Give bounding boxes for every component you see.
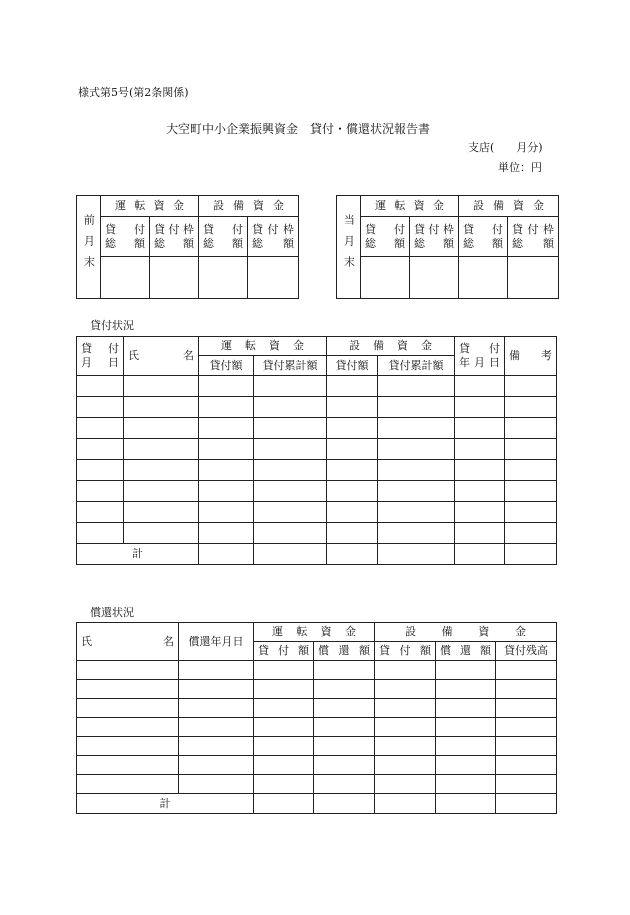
cell[interactable] [77,699,179,718]
amount-cell[interactable] [248,257,299,299]
cell[interactable] [505,502,557,523]
cell[interactable] [254,680,314,699]
loan-cumulative-header: 貸付累計額 [254,356,327,376]
cell[interactable] [375,737,436,756]
cell[interactable] [436,756,496,775]
cell[interactable] [496,794,557,814]
cell[interactable] [314,699,375,718]
cell[interactable] [254,523,327,544]
amount-cell[interactable] [459,257,508,299]
unit-label: 単位：円 [498,161,542,174]
cell[interactable] [77,523,124,544]
cell[interactable] [199,502,254,523]
cell[interactable] [254,481,327,502]
loan-total-header: 貸付 総額 [199,217,248,257]
cell[interactable] [436,680,496,699]
cell[interactable] [124,397,199,418]
cell[interactable] [496,756,557,775]
cell[interactable] [455,460,505,481]
cell[interactable] [77,718,179,737]
cell[interactable] [327,544,378,565]
table-row [77,397,557,418]
cell[interactable] [314,775,375,794]
equipment-fund-header: 設備資金 [459,196,559,217]
cell[interactable] [378,376,455,397]
summary-curr-month-table [336,195,559,299]
cell[interactable] [327,439,378,460]
table-row [77,737,557,756]
cell[interactable] [77,397,124,418]
cell[interactable] [314,680,375,699]
table-row [77,775,557,794]
total-row [77,544,557,565]
cell[interactable] [436,794,496,814]
cell[interactable] [254,544,327,565]
cell[interactable] [327,376,378,397]
table-row [77,756,557,775]
amount-cell[interactable] [410,257,459,299]
cell[interactable] [77,661,179,680]
table-row [77,523,557,544]
cell[interactable] [199,523,254,544]
summary-prev-month-table [76,195,299,299]
cell[interactable] [124,481,199,502]
loan-cumulative-header: 貸付累計額 [378,356,455,376]
amount-cell[interactable] [508,257,559,299]
cell[interactable] [378,397,455,418]
table-row [77,502,557,523]
loan-total-header: 貸付 総額 [459,217,508,257]
cell[interactable] [254,439,327,460]
cell[interactable] [327,397,378,418]
cell[interactable] [77,502,124,523]
cell[interactable] [375,756,436,775]
loan-total-header: 貸付 総額 [101,217,150,257]
operating-fund-header: 運転資金 [101,196,199,217]
cell[interactable] [77,439,124,460]
cell[interactable] [436,661,496,680]
cell[interactable] [496,775,557,794]
loan-ymd-header: 貸付 年月日 [455,337,505,376]
repay-date-header: 償還年月日 [179,623,254,661]
loan-amount-header: 貸付額 [327,356,378,376]
curr-month-end-label: 当月末 [337,196,361,299]
cell[interactable] [327,502,378,523]
loan-total-header: 貸付 総額 [361,217,410,257]
cell[interactable] [124,439,199,460]
cell[interactable] [327,418,378,439]
cell[interactable] [378,481,455,502]
cell[interactable] [77,481,124,502]
repayments-table [76,622,557,814]
cell[interactable] [254,397,327,418]
cell[interactable] [436,699,496,718]
cell[interactable] [179,775,254,794]
table-row [77,439,557,460]
cell[interactable] [505,376,557,397]
cell[interactable] [455,544,505,565]
amount-cell[interactable] [101,257,150,299]
cell[interactable] [375,775,436,794]
cell[interactable] [124,376,199,397]
name-header: 氏名 [124,337,199,376]
cell[interactable] [327,523,378,544]
cell[interactable] [496,737,557,756]
cell[interactable] [314,794,375,814]
loan-amount-header: 貸付額 [254,642,314,661]
loan-limit-total-header: 貸付枠 総額 [150,217,199,257]
cell[interactable] [496,699,557,718]
cell[interactable] [327,481,378,502]
cell[interactable] [254,775,314,794]
repay-amount-header: 償還額 [436,642,496,661]
cell[interactable] [179,756,254,775]
table-row [77,418,557,439]
table-row [77,718,557,737]
table-row [77,376,557,397]
table-row [77,680,557,699]
cell[interactable] [505,460,557,481]
cell[interactable] [375,661,436,680]
cell[interactable] [505,523,557,544]
cell[interactable] [314,737,375,756]
cell[interactable] [124,418,199,439]
cell[interactable] [375,718,436,737]
cell[interactable] [505,397,557,418]
cell[interactable] [505,481,557,502]
cell[interactable] [378,502,455,523]
cell[interactable] [378,544,455,565]
cell[interactable] [436,737,496,756]
cell[interactable] [199,481,254,502]
cell[interactable] [77,460,124,481]
cell[interactable] [378,460,455,481]
amount-cell[interactable] [361,257,410,299]
loan-balance-header: 貸付残高 [496,642,557,661]
repayments-section-title: 償還状況 [90,606,134,619]
cell[interactable] [124,460,199,481]
cell[interactable] [124,523,199,544]
total-label: 計 [77,544,199,565]
cell[interactable] [496,661,557,680]
cell[interactable] [254,737,314,756]
cell[interactable] [314,756,375,775]
loan-date-header: 貸付 月日 [77,337,124,376]
cell[interactable] [254,661,314,680]
operating-fund-header: 運転資金 [254,623,375,642]
operating-fund-header: 運転資金 [199,337,327,356]
cell[interactable] [496,718,557,737]
cell[interactable] [314,718,375,737]
cell[interactable] [375,794,436,814]
cell[interactable] [199,397,254,418]
cell[interactable] [254,502,327,523]
equipment-fund-header: 設備資金 [327,337,455,356]
cell[interactable] [77,737,179,756]
cell[interactable] [179,661,254,680]
loan-amount-header: 貸付額 [199,356,254,376]
cell[interactable] [505,544,557,565]
cell[interactable] [436,718,496,737]
cell[interactable] [179,699,254,718]
cell[interactable] [375,680,436,699]
cell[interactable] [179,737,254,756]
repay-amount-header: 償還額 [314,642,375,661]
equipment-fund-header: 設備資金 [375,623,557,642]
cell[interactable] [455,376,505,397]
cell[interactable] [505,418,557,439]
cell[interactable] [124,502,199,523]
cell[interactable] [254,699,314,718]
cell[interactable] [179,680,254,699]
cell[interactable] [199,439,254,460]
table-row [77,661,557,680]
cell[interactable] [199,418,254,439]
cell[interactable] [327,460,378,481]
cell[interactable] [455,418,505,439]
form-number: 様式第5号(第2条関係) [78,86,189,99]
cell[interactable] [77,376,124,397]
loan-limit-total-header: 貸付枠 総額 [508,217,559,257]
branch-month-label: 支店( 月分) [468,141,543,154]
prev-month-end-label: 前月末 [77,196,101,299]
total-label: 計 [77,794,254,814]
loan-limit-total-header: 貸付枠 総額 [248,217,299,257]
amount-cell[interactable] [199,257,248,299]
operating-fund-header: 運転資金 [361,196,459,217]
table-row [77,481,557,502]
loans-section-title: 貸付状況 [90,319,134,332]
cell[interactable] [254,460,327,481]
page-title: 大空町中小企業振興資金 貸付・償還状況報告書 [166,122,431,136]
cell[interactable] [505,439,557,460]
cell[interactable] [314,661,375,680]
cell[interactable] [455,397,505,418]
cell[interactable] [77,756,179,775]
table-row [77,460,557,481]
cell[interactable] [77,418,124,439]
cell[interactable] [436,775,496,794]
cell[interactable] [254,376,327,397]
loan-limit-total-header: 貸付枠 総額 [410,217,459,257]
total-row [77,794,557,814]
table-row [77,699,557,718]
loan-amount-header: 貸付額 [375,642,436,661]
cell[interactable] [199,376,254,397]
cell[interactable] [179,718,254,737]
cell[interactable] [455,439,505,460]
cell[interactable] [455,523,505,544]
remarks-header: 備考 [505,337,557,376]
cell[interactable] [455,481,505,502]
cell[interactable] [378,439,455,460]
cell[interactable] [254,418,327,439]
equipment-fund-header: 設備資金 [199,196,299,217]
cell[interactable] [375,699,436,718]
cell[interactable] [199,460,254,481]
cell[interactable] [378,418,455,439]
cell[interactable] [378,523,455,544]
cell[interactable] [254,756,314,775]
cell[interactable] [199,544,254,565]
amount-cell[interactable] [150,257,199,299]
cell[interactable] [254,794,314,814]
cell[interactable] [77,775,179,794]
cell[interactable] [455,502,505,523]
cell[interactable] [254,718,314,737]
loans-table [76,336,557,565]
cell[interactable] [496,680,557,699]
name-header: 氏名 [77,623,179,661]
cell[interactable] [77,680,179,699]
